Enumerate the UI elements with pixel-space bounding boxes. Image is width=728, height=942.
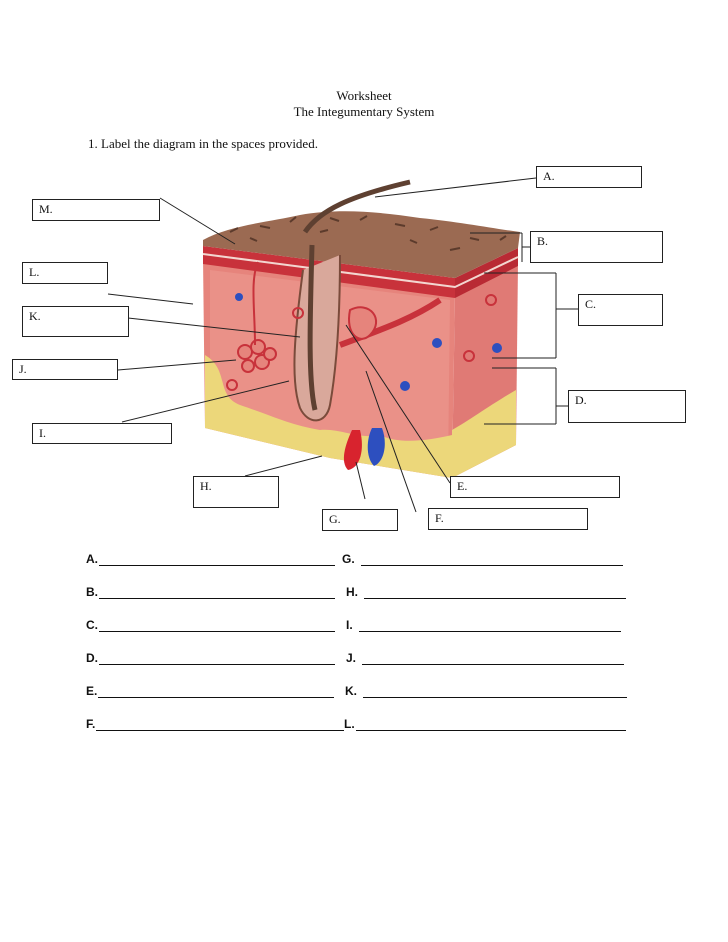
answer-line[interactable] xyxy=(99,652,335,665)
answer-h[interactable]: H. xyxy=(346,585,626,599)
answer-k[interactable]: K. xyxy=(345,684,627,698)
answer-f[interactable]: F. xyxy=(86,717,344,731)
answer-line[interactable] xyxy=(98,685,334,698)
instruction-text: 1. Label the diagram in the spaces provided. xyxy=(88,136,318,151)
answer-l[interactable]: L. xyxy=(344,717,626,731)
label-box-f[interactable]: F. xyxy=(428,508,588,530)
label-box-j[interactable]: J. xyxy=(12,359,118,380)
answer-b[interactable]: B. xyxy=(86,585,335,599)
label-box-b[interactable]: B. xyxy=(530,231,663,263)
label-box-c[interactable]: C. xyxy=(578,294,663,326)
answer-e[interactable]: E. xyxy=(86,684,334,698)
answer-line[interactable] xyxy=(96,718,344,731)
answer-c[interactable]: C. xyxy=(86,618,335,632)
answer-line[interactable] xyxy=(356,718,626,731)
label-box-k[interactable]: K. xyxy=(22,306,129,337)
label-box-e[interactable]: E. xyxy=(450,476,620,498)
label-box-m[interactable]: M. xyxy=(32,199,160,221)
answer-line[interactable] xyxy=(99,619,335,632)
label-box-a[interactable]: A. xyxy=(536,166,642,188)
answer-line[interactable] xyxy=(362,652,624,665)
answer-a[interactable]: A. xyxy=(86,552,335,566)
answer-d[interactable]: D. xyxy=(86,651,335,665)
label-box-i[interactable]: I. xyxy=(32,423,172,444)
answer-line[interactable] xyxy=(359,619,621,632)
label-box-d[interactable]: D. xyxy=(568,390,686,423)
answer-line[interactable] xyxy=(364,586,626,599)
answer-i[interactable]: I. xyxy=(346,618,621,632)
worksheet-subtitle: The Integumentary System xyxy=(293,104,435,119)
label-box-l[interactable]: L. xyxy=(22,262,108,284)
answer-g[interactable]: G. xyxy=(342,552,623,566)
label-box-h[interactable]: H. xyxy=(193,476,279,508)
worksheet-title: Worksheet xyxy=(336,88,392,103)
answer-j[interactable]: J. xyxy=(346,651,624,665)
answer-line[interactable] xyxy=(99,553,335,566)
answer-line[interactable] xyxy=(363,685,627,698)
answer-line[interactable] xyxy=(361,553,623,566)
label-box-g[interactable]: G. xyxy=(322,509,398,531)
answer-line[interactable] xyxy=(99,586,335,599)
